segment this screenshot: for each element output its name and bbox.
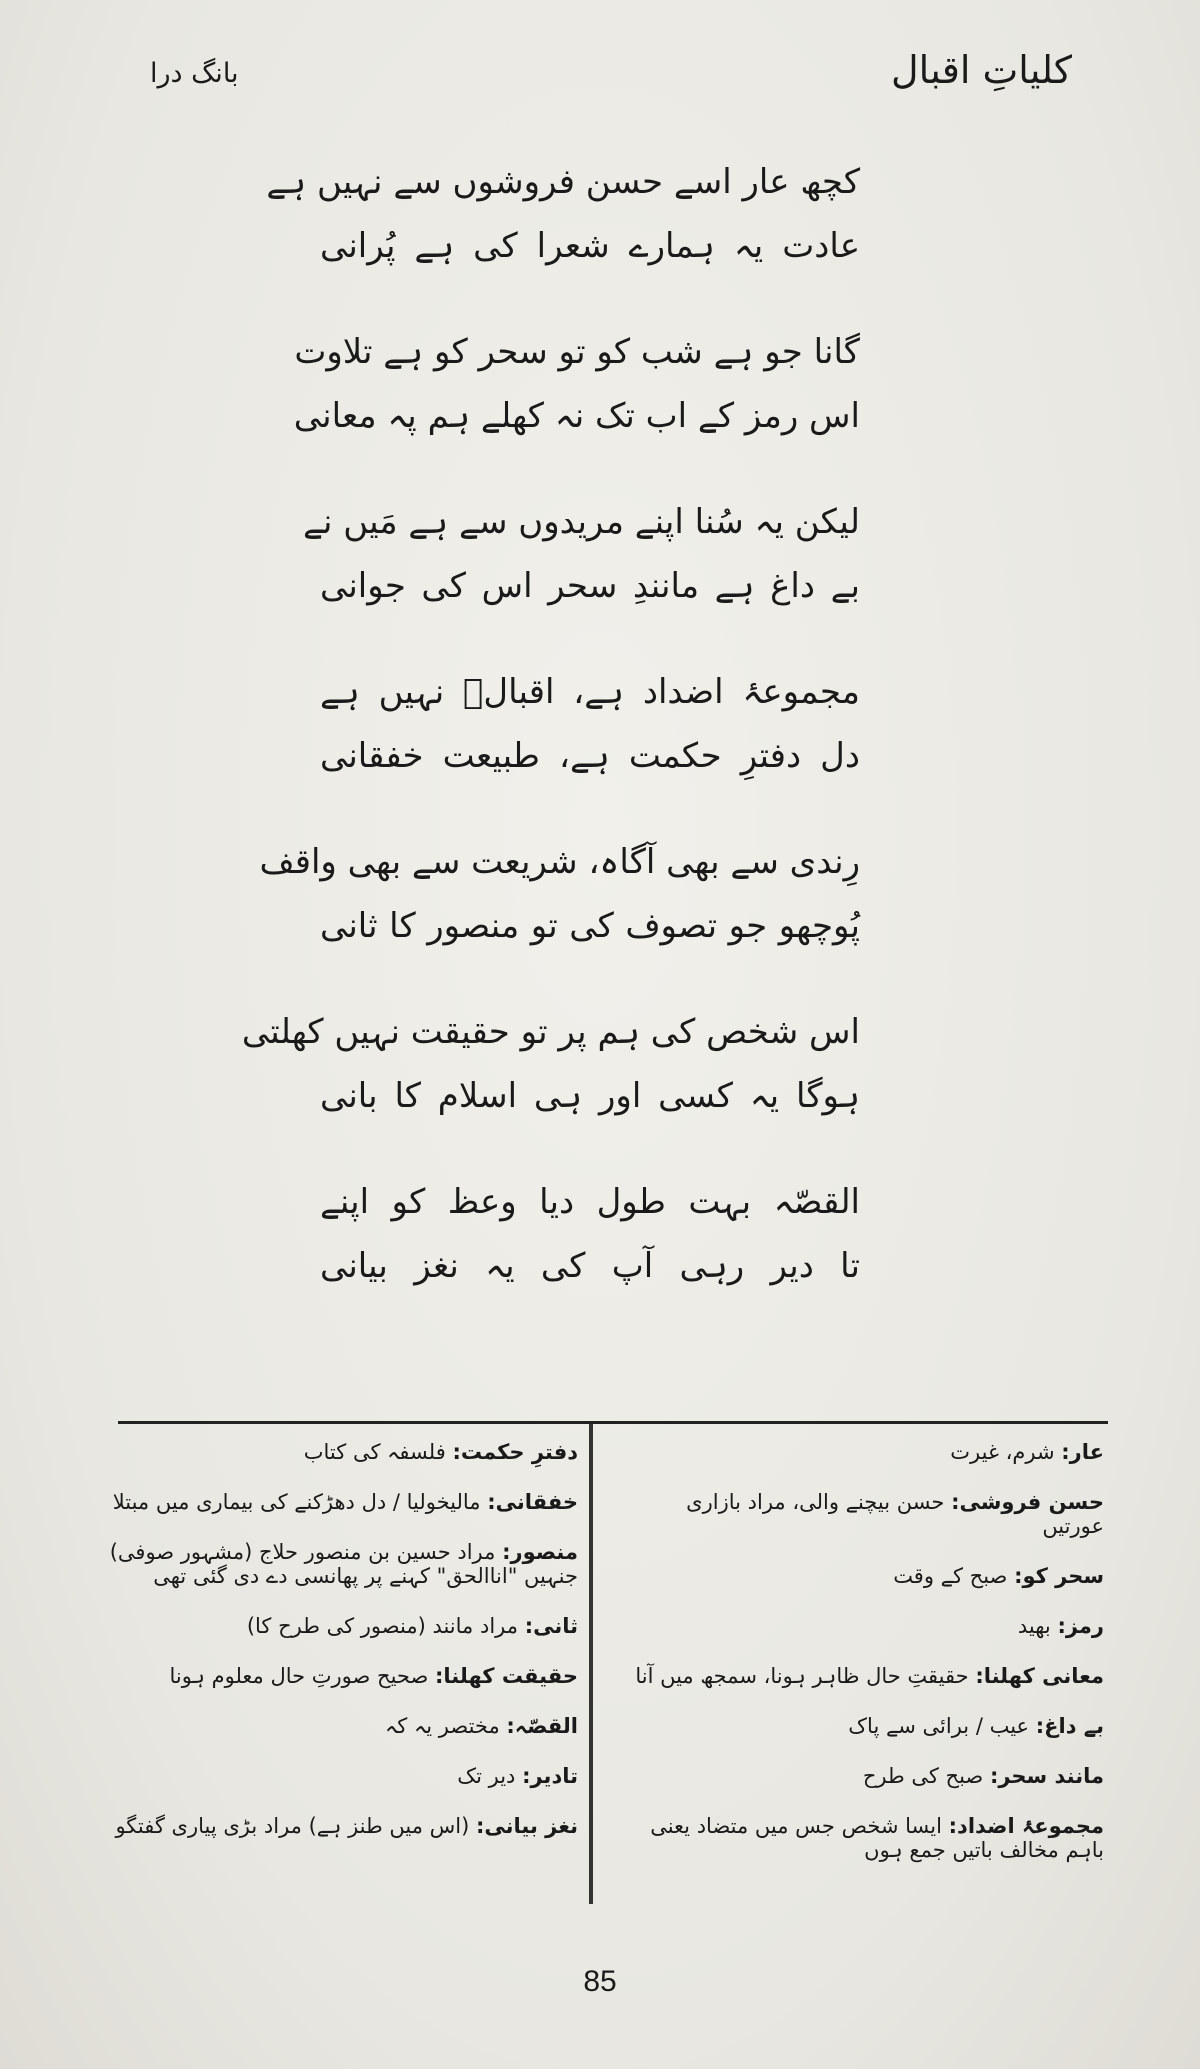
footnote-term: منصور: bbox=[502, 1540, 578, 1564]
footnote-term: بے داغ: bbox=[1035, 1714, 1104, 1738]
poem-line: اس شخص کی ہم پر تو حقیقت نہیں کھلتی bbox=[241, 1012, 860, 1052]
footnote bbox=[108, 1540, 578, 1588]
footnote-meaning: صبح کی طرح bbox=[862, 1764, 984, 1788]
footnote-meaning: فلسفہ کی کتاب bbox=[303, 1440, 446, 1464]
footnote-term: معانی کھلنا: bbox=[975, 1664, 1104, 1688]
footnote bbox=[108, 1814, 578, 1838]
footnote bbox=[108, 1614, 578, 1638]
poem-line: پُوچھو جو تصوف کی تو منصور کا ثانی bbox=[320, 906, 860, 946]
footnote bbox=[634, 1564, 1104, 1588]
stanza bbox=[320, 1170, 860, 1298]
poem-line: بے داغ ہے مانندِ سحر اس کی جوانی bbox=[320, 566, 860, 606]
footnote-term: رمز: bbox=[1057, 1614, 1104, 1638]
poem-line: لیکن یہ سُنا اپنے مریدوں سے ہے مَیں نے bbox=[303, 502, 860, 542]
footnote-term: حسن فروشی: bbox=[951, 1490, 1104, 1514]
footnote bbox=[634, 1664, 1104, 1688]
footnote bbox=[108, 1440, 578, 1464]
stanza bbox=[320, 660, 860, 788]
footnote-term: مانند سحر: bbox=[989, 1764, 1104, 1788]
footnote-meaning: بھید bbox=[1017, 1614, 1051, 1638]
footnote-meaning: شرم، غیرت bbox=[950, 1440, 1055, 1464]
stanza bbox=[259, 830, 860, 958]
footnote-term: عار: bbox=[1061, 1440, 1104, 1464]
footnote bbox=[108, 1764, 578, 1788]
footnote bbox=[108, 1664, 578, 1688]
footnote-meaning: مراد حسین بن منصور حلاج (مشہور صوفی) جنہیں "اناالحق" کہنے پر پھانسی دے دی گئی تھی bbox=[109, 1540, 578, 1588]
footnote-meaning: (اس میں طنز ہے) مراد بڑی پیاری گفتگو bbox=[115, 1814, 470, 1838]
footnote-term: خفقانی: bbox=[487, 1490, 578, 1514]
footnote-term: تادیر: bbox=[522, 1764, 578, 1788]
footnotes-right-column bbox=[634, 1440, 1104, 1888]
footnote-term: ثانی: bbox=[524, 1614, 578, 1638]
footnote-meaning: ایسا شخص جس میں متضاد یعنی باہم مخالف باتیں جمع ہوں bbox=[650, 1814, 1104, 1862]
book-title: کلیاتِ اقبال bbox=[891, 48, 1072, 92]
poem-line: کچھ عار اسے حسن فروشوں سے نہیں ہے bbox=[266, 162, 860, 202]
stanza bbox=[266, 150, 860, 278]
poem-line: رِندی سے بھی آگاہ، شریعت سے بھی واقف bbox=[259, 842, 860, 882]
footnote bbox=[108, 1490, 578, 1514]
footnote-meaning: مختصر یہ کہ bbox=[384, 1714, 500, 1738]
footnote bbox=[108, 1714, 578, 1738]
footnote bbox=[634, 1440, 1104, 1464]
poem-line: گانا جو ہے شب کو تو سحر کو ہے تلاوت bbox=[294, 332, 860, 372]
footnote-column-divider bbox=[589, 1424, 593, 1904]
footnote-meaning: مالیخولیا / دل دھڑکنے کی بیماری میں مبتلا bbox=[112, 1490, 481, 1514]
footnote bbox=[634, 1614, 1104, 1638]
poem-line: اس رمز کے اب تک نہ کھلے ہم پہ معانی bbox=[293, 396, 860, 436]
footnote bbox=[634, 1814, 1104, 1862]
footnotes-left-column bbox=[108, 1440, 578, 1864]
footnote bbox=[634, 1714, 1104, 1738]
footnote bbox=[634, 1490, 1104, 1538]
footnote-meaning: صحیح صورتِ حال معلوم ہونا bbox=[169, 1664, 429, 1688]
page-number: 85 bbox=[583, 1965, 617, 1998]
footnote-meaning: دیر تک bbox=[457, 1764, 516, 1788]
footnote-meaning: حسن بیچنے والی، مراد بازاری عورتیں bbox=[686, 1490, 1104, 1538]
footnote-divider-rule bbox=[118, 1421, 1108, 1424]
footnote-term: حقیقت کھلنا: bbox=[435, 1664, 578, 1688]
poem-line: القصّہ بہت طول دیا وعظ کو اپنے bbox=[320, 1182, 860, 1222]
poem-line: تا دیر رہی آپ کی یہ نغز بیانی bbox=[320, 1246, 860, 1286]
section-title: بانگ درا bbox=[150, 58, 239, 89]
footnote-term: القصّہ: bbox=[506, 1714, 578, 1738]
poem-line: ہوگا یہ کسی اور ہی اسلام کا بانی bbox=[320, 1076, 860, 1116]
footnote-term: دفترِ حکمت: bbox=[452, 1440, 578, 1464]
poem-line: دل دفترِ حکمت ہے، طبیعت خفقانی bbox=[320, 736, 860, 776]
poem-line: عادت یہ ہمارے شعرا کی ہے پُرانی bbox=[320, 226, 860, 266]
footnote-term: مجموعۂ اضداد: bbox=[948, 1814, 1104, 1838]
footnote-meaning: حقیقتِ حال ظاہر ہونا، سمجھ میں آنا bbox=[635, 1664, 969, 1688]
stanza bbox=[241, 1000, 860, 1128]
footnote-meaning: عیب / برائی سے پاک bbox=[848, 1714, 1030, 1738]
stanza bbox=[303, 490, 860, 618]
stanza bbox=[293, 320, 860, 448]
footnote-meaning: صبح کے وقت bbox=[893, 1564, 1008, 1588]
poem-line: مجموعۂ اضداد ہے، اقبالؔ نہیں ہے bbox=[320, 672, 860, 712]
footnote-term: سحر کو: bbox=[1014, 1564, 1104, 1588]
footnote-meaning: مراد مانند (منصور کی طرح کا) bbox=[246, 1614, 518, 1638]
poem bbox=[241, 150, 860, 1340]
footnote-term: نغز بیانی: bbox=[476, 1814, 578, 1838]
footnote bbox=[634, 1764, 1104, 1788]
